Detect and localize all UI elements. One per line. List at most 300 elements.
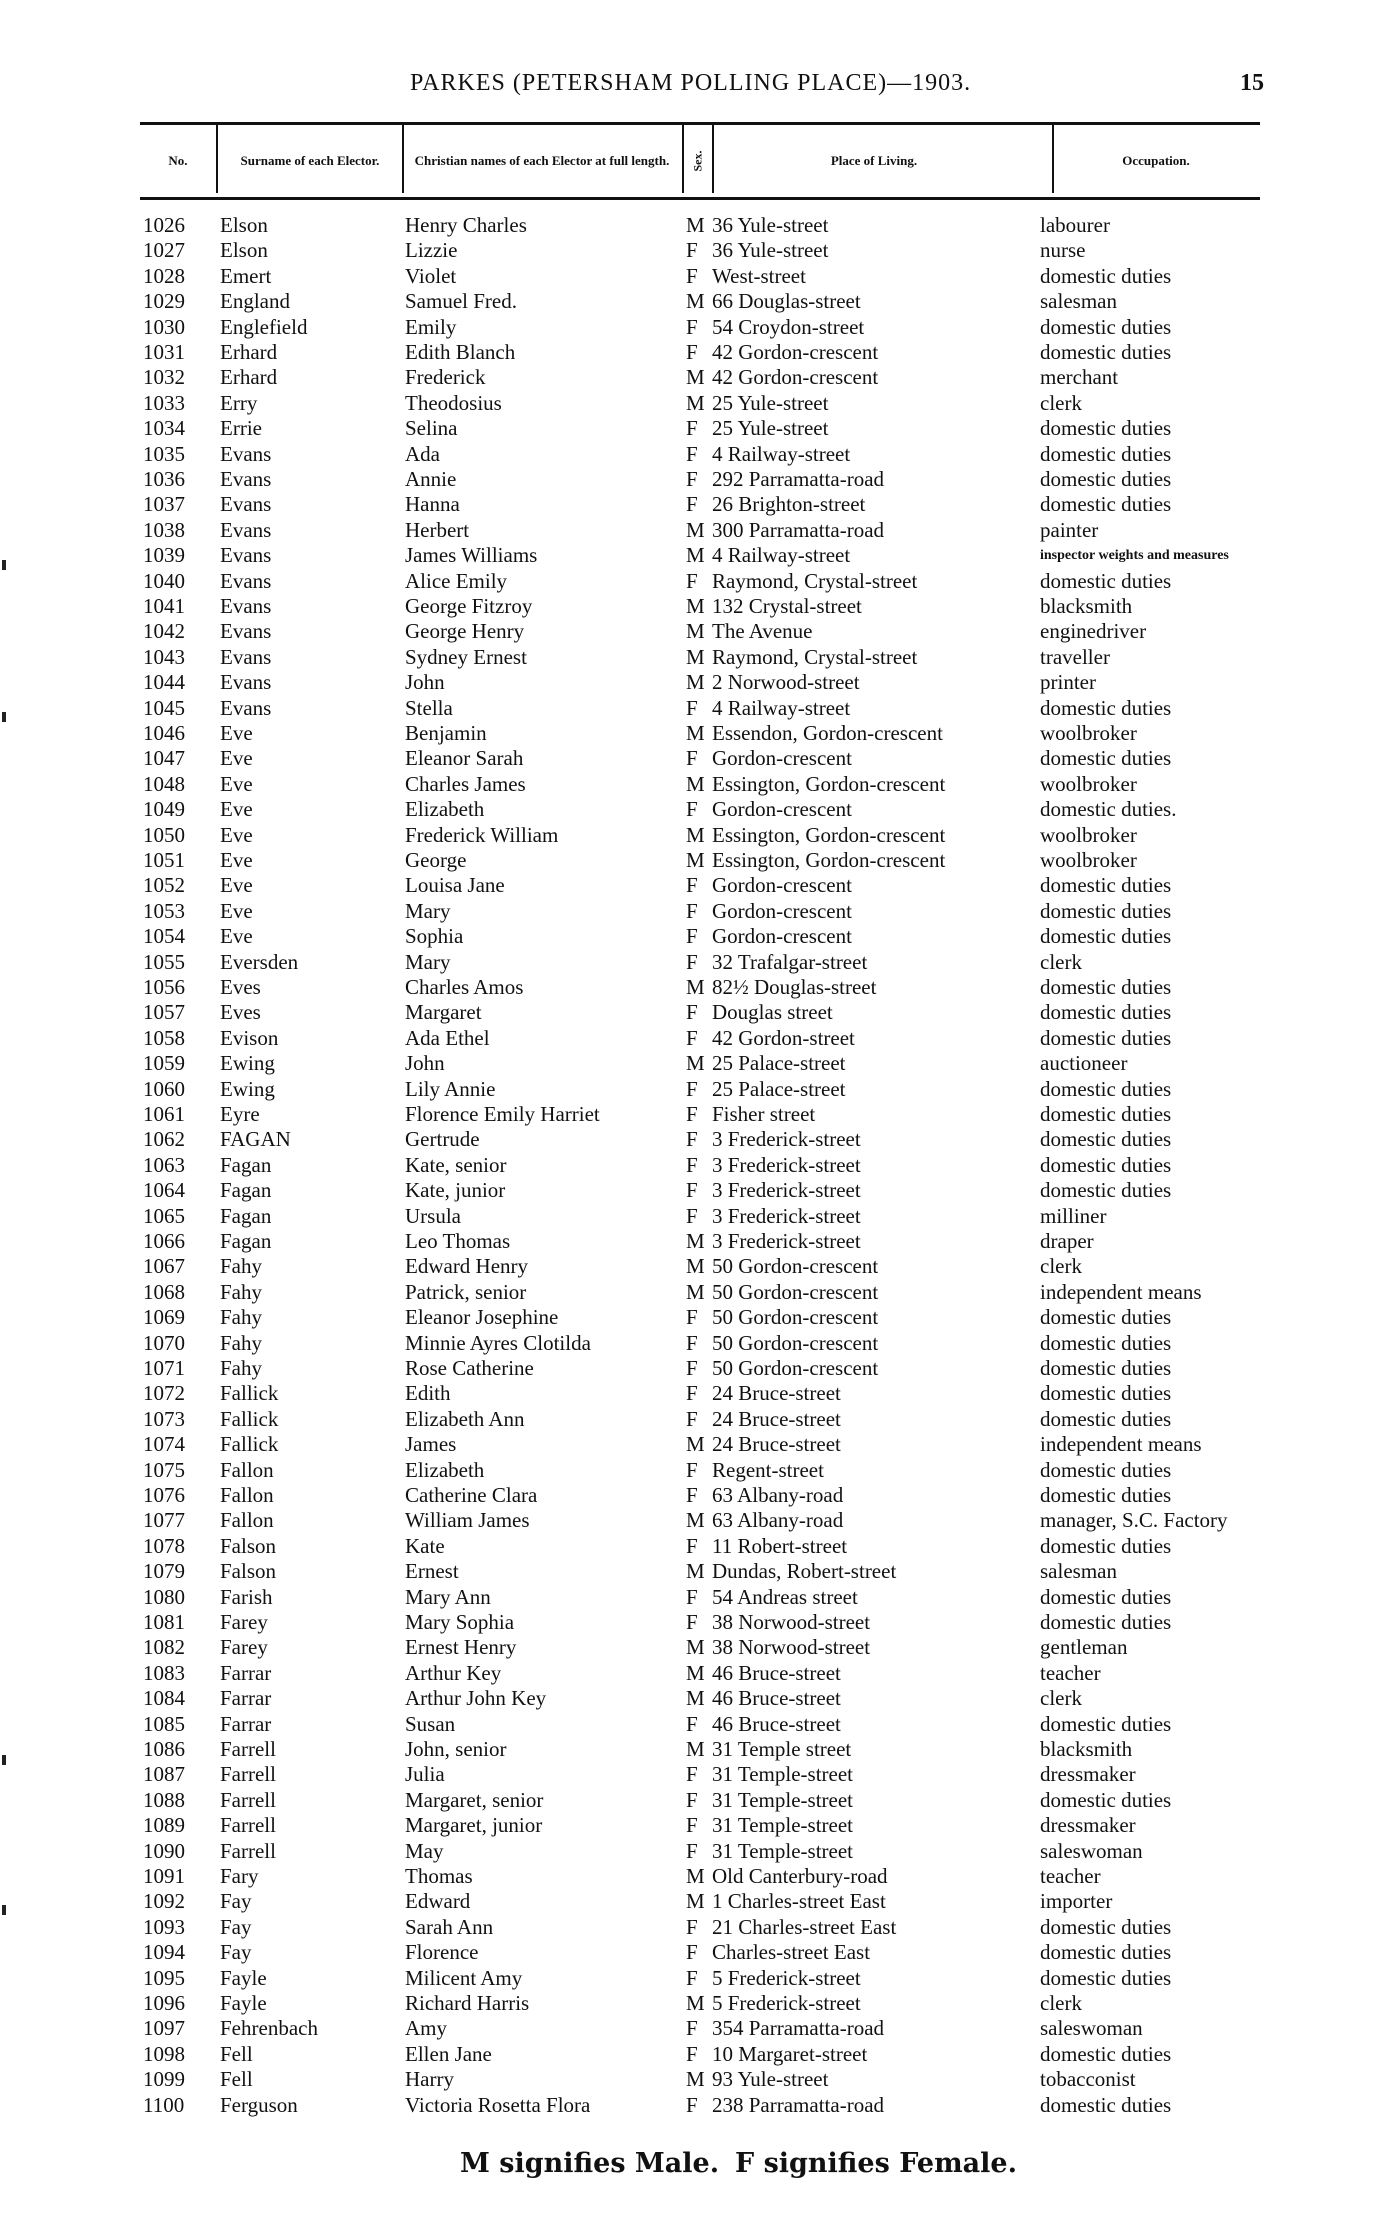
elector-christian-names: Sophia [405,924,464,949]
table-row [0,797,1382,822]
elector-christian-names: Margaret, senior [405,1787,544,1812]
column-header-occupation: Occupation. [1122,153,1190,168]
elector-sex: F [686,441,698,466]
elector-christian-names: Alice Emily [405,568,508,593]
elector-number: 1074 [143,1432,185,1457]
elector-number: 1026 [143,213,185,237]
elector-number: 1037 [143,492,185,517]
elector-occupation: domestic duties [1040,975,1172,999]
elector-christian-names: Henry Charles [405,213,527,237]
elector-place: 3 Frederick-street [712,1127,861,1152]
elector-surname: Farrell [220,1813,276,1838]
elector-occupation: saleswoman [1040,1838,1143,1863]
elector-christian-names: Emily [405,314,457,339]
table-row [0,1280,1382,1305]
elector-number: 1065 [143,1203,185,1228]
table-row [0,899,1382,924]
elector-occupation: domestic duties [1040,1000,1172,1025]
elector-occupation: clerk [1040,1686,1082,1711]
elector-sex: F [686,1127,698,1152]
elector-number: 1030 [143,314,185,339]
elector-sex: M [686,1254,705,1279]
elector-occupation: woolbroker [1040,771,1137,796]
elector-place: 63 Albany-road [712,1508,844,1533]
elector-number: 1058 [143,1025,185,1050]
elector-occupation: merchant [1040,365,1119,390]
elector-sex: F [686,467,698,491]
elector-place: 82½ Douglas-street [712,975,877,999]
elector-occupation: clerk [1040,949,1082,974]
elector-number: 1081 [143,1610,185,1634]
elector-surname: Eve [220,822,253,847]
elector-christian-names: Louisa Jane [405,873,505,898]
elector-occupation: domestic duties [1040,1406,1172,1431]
elector-place: 3 Frederick-street [712,1152,861,1177]
elector-occupation: domestic duties [1040,263,1172,288]
elector-occupation: domestic duties [1040,1381,1172,1406]
table-row [0,391,1382,416]
table-row [0,1305,1382,1330]
elector-occupation: independent means [1040,1432,1202,1457]
elector-surname: Evans [220,644,272,669]
elector-place: 4 Railway-street [712,543,851,568]
elector-surname: Elson [220,213,268,237]
table-row [0,518,1382,543]
elector-christian-names: Mary Ann [405,1584,491,1609]
elector-christian-names: Selina [405,416,458,441]
elector-occupation: enginedriver [1040,619,1147,644]
table-row [0,1458,1382,1483]
elector-christian-names: Eleanor Josephine [405,1305,559,1330]
elector-surname: Eves [220,1000,261,1025]
table-row [0,1915,1382,1940]
column-divider [1052,125,1054,193]
elector-place: 10 Margaret-street [712,2041,868,2066]
elector-christian-names: Lily Annie [405,1076,496,1101]
table-row [0,975,1382,1000]
elector-christian-names: Kate, senior [405,1152,507,1177]
elector-number: 1096 [143,1991,185,2015]
table-row [0,1356,1382,1381]
elector-place: Essington, Gordon-crescent [712,771,946,796]
table-row [0,670,1382,695]
elector-christian-names: Violet [405,263,457,288]
elector-sex: M [686,390,705,415]
elector-occupation: domestic duties [1040,873,1172,898]
elector-occupation: nurse [1040,238,1086,263]
elector-sex: F [686,1381,698,1406]
elector-christian-names: Susan [405,1711,456,1736]
elector-place: 31 Temple-street [712,1838,854,1863]
table-row [0,594,1382,619]
elector-number: 1080 [143,1584,185,1609]
table-row [0,1966,1382,1991]
column-header-surname: Surname of each Elector. [240,153,380,168]
elector-number: 1094 [143,1940,185,1965]
elector-place: The Avenue [712,619,813,644]
elector-surname: Erhard [220,340,278,364]
column-divider [216,125,218,193]
elector-place: 31 Temple-street [712,1813,854,1838]
elector-place: 46 Bruce-street [712,1686,841,1711]
elector-sex: F [686,695,698,720]
elector-christian-names: Amy [405,2016,447,2041]
elector-christian-names: Herbert [405,517,470,542]
elector-christian-names: Catherine Clara [405,1483,538,1507]
elector-number: 1039 [143,543,185,568]
elector-place: 24 Bruce-street [712,1432,841,1457]
elector-sex: M [686,543,705,568]
table-row [0,315,1382,340]
elector-surname: Fay [220,1914,252,1939]
elector-occupation: independent means [1040,1279,1202,1304]
margin-mark [2,712,6,722]
elector-number: 1071 [143,1356,185,1380]
elector-number: 1085 [143,1711,185,1736]
elector-christian-names: Hanna [405,492,460,517]
table-row [0,1940,1382,1965]
table-row [0,442,1382,467]
elector-surname: Elson [220,238,268,263]
elector-christian-names: Margaret, junior [405,1813,543,1838]
elector-occupation: domestic duties [1040,1965,1172,1990]
elector-number: 1034 [143,416,185,441]
elector-christian-names: Ernest [405,1559,459,1584]
elector-christian-names: Thomas [405,1864,473,1888]
elector-christian-names: Ada [405,441,440,466]
elector-sex: M [686,1737,705,1761]
elector-sex: F [686,1356,698,1380]
elector-surname: Fehrenbach [220,2016,318,2041]
table-row [0,1585,1382,1610]
elector-occupation: domestic duties [1040,1152,1172,1177]
column-header-row [140,122,1260,200]
elector-place: 31 Temple-street [712,1787,854,1812]
elector-occupation: domestic duties [1040,416,1172,441]
elector-surname: Ewing [220,1076,275,1101]
elector-number: 1083 [143,1660,185,1685]
elector-place: 54 Andreas street [712,1584,858,1609]
elector-sex: F [686,416,698,441]
elector-surname: Eve [220,873,253,898]
elector-occupation: tobacconist [1040,2067,1136,2092]
elector-number: 1091 [143,1864,185,1888]
sex-label: Sex. [690,150,704,172]
elector-surname: Erry [220,390,258,415]
elector-number: 1032 [143,365,185,390]
elector-place: 3 Frederick-street [712,1203,861,1228]
elector-sex: F [686,238,698,263]
elector-christian-names: Harry [405,2067,454,2092]
elector-christian-names: Ursula [405,1203,461,1228]
elector-place: 50 Gordon-crescent [712,1254,879,1279]
table-row [0,1534,1382,1559]
table-row [0,1712,1382,1737]
elector-surname: Eve [220,771,253,796]
elector-place: 3 Frederick-street [712,1229,861,1253]
elector-occupation: domestic duties [1040,568,1172,593]
table-row [0,1864,1382,1889]
elector-christian-names: Ernest Henry [405,1635,517,1660]
table-row [0,2016,1382,2041]
elector-occupation: saleswoman [1040,2016,1143,2041]
column-header-place: Place of Living. [830,153,918,168]
elector-number: 1059 [143,1051,185,1076]
table-row [0,1331,1382,1356]
elector-occupation: domestic duties [1040,441,1172,466]
elector-surname: Farrell [220,1762,276,1787]
elector-occupation: domestic duties [1040,746,1172,771]
table-row [0,619,1382,644]
table-row [0,1077,1382,1102]
elector-number: 1043 [143,644,185,669]
elector-number: 1028 [143,263,185,288]
elector-sex: F [686,1457,698,1482]
elector-christian-names: Sydney Ernest [405,644,527,669]
elector-sex: F [686,1152,698,1177]
table-row [0,1102,1382,1127]
elector-place: 31 Temple street [712,1737,852,1761]
elector-surname: Eve [220,797,253,822]
elector-occupation: domestic duties [1040,1711,1172,1736]
elector-occupation: traveller [1040,644,1110,669]
elector-number: 1045 [143,695,185,720]
elector-surname: Fay [220,1889,252,1914]
elector-christian-names: Margaret [405,1000,482,1025]
elector-place: 42 Gordon-street [712,1025,855,1050]
elector-christian-names: Ada Ethel [405,1025,490,1050]
table-row [0,1991,1382,2016]
elector-place: Douglas street [712,1000,833,1025]
elector-surname: Farrar [220,1660,272,1685]
elector-surname: Fahy [220,1279,262,1304]
table-row [0,340,1382,365]
elector-surname: Ewing [220,1051,275,1076]
elector-sex: F [686,2041,698,2066]
elector-place: 25 Yule-street [712,390,829,415]
elector-occupation: milliner [1040,1203,1107,1228]
elector-surname: Evans [220,517,272,542]
elector-christian-names: Richard Harris [405,1991,530,2015]
elector-place: 32 Trafalgar-street [712,949,868,974]
elector-surname: Evans [220,441,272,466]
elector-place: 36 Yule-street [712,213,829,237]
elector-sex: M [686,1508,705,1533]
elector-number: 1064 [143,1178,185,1203]
elector-place: Raymond, Crystal-street [712,644,918,669]
elector-number: 1062 [143,1127,185,1152]
elector-place: 24 Bruce-street [712,1406,841,1431]
elector-occupation: domestic duties [1040,1610,1172,1634]
elector-place: 93 Yule-street [712,2067,829,2092]
elector-occupation: domestic duties [1040,924,1172,949]
elector-number: 1041 [143,594,185,618]
elector-sex: F [686,924,698,949]
elector-sex: F [686,1000,698,1025]
elector-place: Gordon-crescent [712,898,852,923]
elector-place: West-street [712,263,806,288]
table-row [0,2042,1382,2067]
elector-occupation: domestic duties [1040,1483,1172,1507]
elector-surname: Fell [220,2041,253,2066]
elector-number: 1082 [143,1635,185,1660]
elector-christian-names: Victoria Rosetta Flora [405,2092,591,2117]
elector-surname: England [220,289,290,314]
elector-place: 54 Croydon-street [712,314,865,339]
elector-sex: F [686,949,698,974]
elector-place: 1 Charles-street East [712,1889,886,1914]
elector-place: 25 Palace-street [712,1076,846,1101]
elector-number: 1086 [143,1737,185,1761]
elector-number: 1092 [143,1889,185,1914]
elector-christian-names: William James [405,1508,530,1533]
elector-surname: Ferguson [220,2092,298,2117]
elector-place: 66 Douglas-street [712,289,861,314]
elector-surname: Evans [220,695,272,720]
table-row [0,1813,1382,1838]
elector-christian-names: James [405,1432,457,1457]
elector-sex: F [686,2092,698,2117]
elector-place: 300 Parramatta-road [712,517,885,542]
elector-place: 42 Gordon-crescent [712,365,879,390]
elector-surname: Evison [220,1025,279,1050]
elector-christian-names: Rose Catherine [405,1356,534,1380]
table-row [0,721,1382,746]
table-row [0,365,1382,390]
elector-sex: M [686,1051,705,1076]
elector-place: 26 Brighton-street [712,492,866,517]
elector-sex: M [686,1889,705,1914]
elector-place: Gordon-crescent [712,746,852,771]
elector-number: 1057 [143,1000,185,1025]
elector-christian-names: John [405,670,445,695]
elector-occupation: domestic duties [1040,695,1172,720]
elector-occupation: woolbroker [1040,721,1137,745]
elector-sex: M [686,619,705,644]
elector-occupation: domestic duties [1040,1787,1172,1812]
table-row [0,1254,1382,1279]
elector-surname: Eve [220,848,253,872]
elector-occupation: gentleman [1040,1635,1128,1660]
elector-christian-names: Arthur John Key [405,1686,547,1711]
elector-surname: Eve [220,924,253,949]
elector-place: Essington, Gordon-crescent [712,822,946,847]
elector-surname: Evans [220,619,272,644]
elector-occupation: dressmaker [1040,1813,1136,1838]
elector-surname: Errie [220,416,262,441]
elector-number: 1042 [143,619,185,644]
elector-surname: Fallick [220,1406,279,1431]
elector-surname: Fallon [220,1508,274,1533]
table-row [0,1051,1382,1076]
elector-number: 1029 [143,289,185,314]
elector-place: 25 Palace-street [712,1051,846,1076]
elector-place: 3 Frederick-street [712,1178,861,1203]
table-row [0,645,1382,670]
elector-number: 1095 [143,1965,185,1990]
elector-place: 63 Albany-road [712,1483,844,1507]
table-row [0,1686,1382,1711]
table-row [0,873,1382,898]
table-row [0,2067,1382,2092]
elector-christian-names: Edward [405,1889,471,1914]
elector-surname: Fayle [220,1991,267,2015]
elector-sex: F [686,1178,698,1203]
elector-sex: M [686,822,705,847]
elector-place: 4 Railway-street [712,695,851,720]
table-row [0,1483,1382,1508]
elector-number: 1063 [143,1152,185,1177]
elector-christian-names: Frederick [405,365,486,390]
elector-sex: M [686,721,705,745]
elector-occupation: domestic duties [1040,467,1172,491]
elector-christian-names: Julia [405,1762,445,1787]
elector-place: 25 Yule-street [712,416,829,441]
elector-place: 46 Bruce-street [712,1660,841,1685]
elector-occupation: domestic duties [1040,1127,1172,1152]
elector-number: 1077 [143,1508,185,1533]
elector-surname: Fagan [220,1229,272,1253]
elector-christian-names: Stella [405,695,453,720]
elector-number: 1099 [143,2067,185,2092]
elector-surname: Fallick [220,1432,279,1457]
elector-sex: M [686,1559,705,1584]
elector-christian-names: Edith Blanch [405,340,516,364]
table-row [0,1204,1382,1229]
elector-place: 50 Gordon-crescent [712,1356,879,1380]
elector-sex: F [686,746,698,771]
elector-christian-names: May [405,1838,444,1863]
elector-surname: Eve [220,721,253,745]
elector-number: 1031 [143,340,185,364]
elector-surname: Farrell [220,1838,276,1863]
elector-sex: F [686,1483,698,1507]
elector-sex: M [686,975,705,999]
table-row [0,1229,1382,1254]
elector-sex: F [686,1940,698,1965]
elector-christian-names: Benjamin [405,721,487,745]
elector-surname: Eves [220,975,261,999]
elector-occupation: domestic duties [1040,1025,1172,1050]
elector-number: 1079 [143,1559,185,1584]
elector-sex: M [686,1635,705,1660]
table-row [0,772,1382,797]
column-divider [402,125,404,193]
table-row [0,1839,1382,1864]
elector-occupation: domestic duties [1040,1102,1172,1126]
elector-number: 1097 [143,2016,185,2041]
elector-surname: Farey [220,1635,268,1660]
table-row [0,823,1382,848]
elector-sex: M [686,644,705,669]
elector-christian-names: Theodosius [405,390,502,415]
elector-christian-names: Leo Thomas [405,1229,511,1253]
elector-number: 1027 [143,238,185,263]
table-row [0,924,1382,949]
elector-christian-names: Gertrude [405,1127,480,1152]
table-row [0,1508,1382,1533]
elector-sex: M [686,1229,705,1253]
elector-occupation: clerk [1040,390,1082,415]
elector-occupation: domestic duties [1040,1584,1172,1609]
elector-occupation: salesman [1040,289,1117,314]
elector-surname: Evans [220,594,272,618]
elector-sex: F [686,1533,698,1558]
elector-surname: Fay [220,1940,252,1965]
elector-christian-names: Frederick William [405,822,559,847]
elector-place: 24 Bruce-street [712,1381,841,1406]
elector-sex: F [686,1584,698,1609]
